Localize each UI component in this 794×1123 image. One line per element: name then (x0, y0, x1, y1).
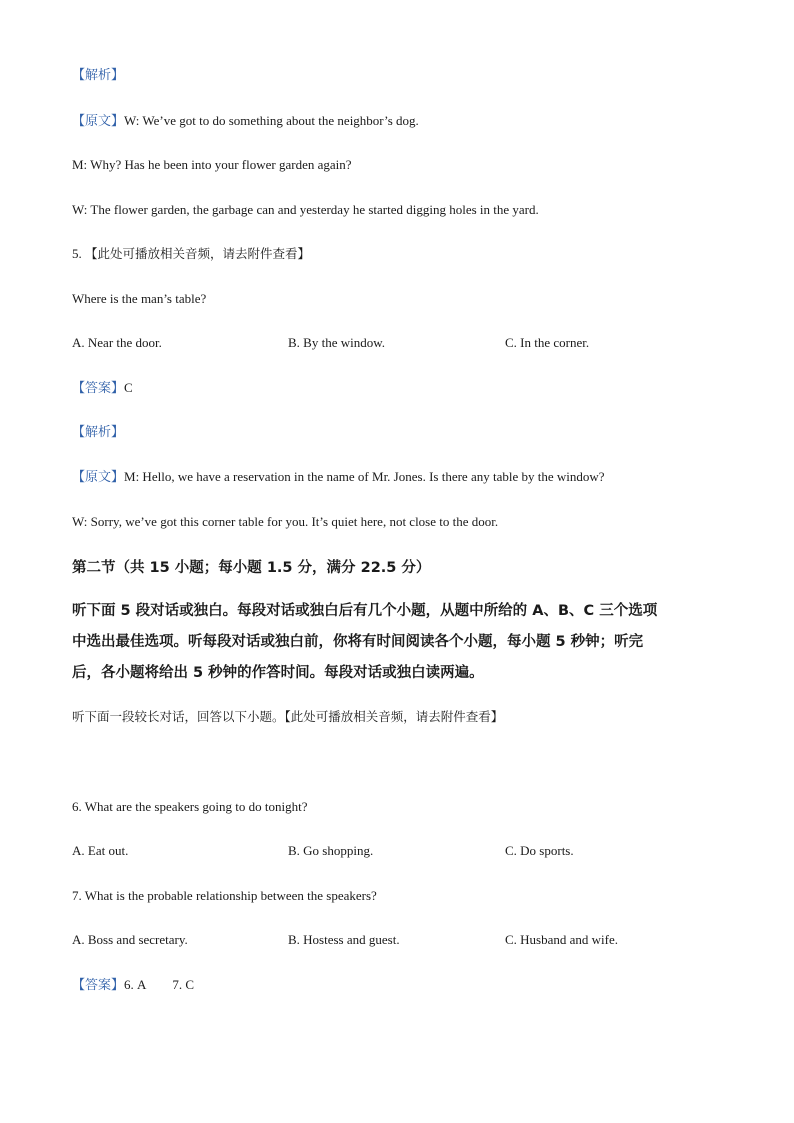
q6-option-c: C. Do sports. (505, 843, 574, 858)
question-6-text: 6. What are the speakers going to do tonight? (72, 799, 308, 814)
transcript-text: M: Hello, we have a reservation in the name of Mr. Jones. Is there any table by the window? (124, 469, 605, 484)
answer-7: 7. C (172, 977, 195, 992)
section-2-instructions (72, 596, 657, 689)
q5-option-c: C. In the corner. (505, 335, 590, 350)
answer-label: 【答案】 (72, 381, 125, 396)
transcript-w2: W: The flower garden, the garbage can and yesterday he started digging holes in the yard. (72, 202, 539, 217)
q5-option-b: B. By the window. (288, 335, 386, 350)
q5-transcript-w1: W: Sorry, we’ve got this corner table for you. It’s quiet here, not close to the door. (72, 514, 499, 529)
analysis-tag-2 (72, 423, 124, 442)
analysis-label: 【解析】 (72, 68, 125, 83)
question-number: 5. (72, 246, 85, 261)
instruction-line: 听下面 5 段对话或独白。每段对话或独白后有几个小题，从题中所给的 A、B、C 三个选项 (72, 603, 658, 619)
q7-option-a: A. Boss and secretary. (72, 932, 188, 947)
original-label: 【原文】 (72, 114, 125, 129)
question-7-text: 7. What is the probable relationship between the speakers? (72, 888, 377, 903)
answers-6-7 (72, 976, 194, 995)
audio-note: 【此处可播放相关音频，请去附件查看】 (85, 246, 311, 261)
q6-option-a: A. Eat out. (72, 843, 129, 858)
answer-value: C (124, 380, 133, 395)
q6-option-b: B. Go shopping. (288, 843, 374, 858)
section-2-title: 第二节（共 15 小题；每小题 1.5 分，满分 22.5 分） (72, 560, 431, 576)
q7-option-b: B. Hostess and guest. (288, 932, 400, 947)
analysis-tag-1 (72, 66, 124, 85)
transcript-m1: M: Why? Has he been into your flower garden again? (72, 157, 352, 172)
instruction-line: 后，各小题将给出 5 秒钟的作答时间。每段对话或独白读两遍。 (72, 665, 484, 681)
transcript-text: W: We’ve got to do something about the neighbor’s dog. (124, 113, 419, 128)
q5-option-a: A. Near the door. (72, 335, 162, 350)
q5-answer (72, 379, 133, 398)
q7-option-c: C. Husband and wife. (505, 932, 619, 947)
transcript-w1 (72, 112, 419, 131)
answer-6: 6. A (124, 977, 147, 992)
answer-label: 【答案】 (72, 978, 125, 993)
analysis-label: 【解析】 (72, 425, 125, 440)
question-5-text: Where is the man’s table? (72, 291, 207, 306)
original-label: 【原文】 (72, 470, 125, 485)
listen-note: 听下面一段较长对话，回答以下小题。【此处可播放相关音频，请去附件查看】 (72, 709, 504, 724)
instruction-line: 中选出最佳选项。听每段对话或独白前，你将有时间阅读各个小题，每小题 5 秒钟；听完 (72, 634, 644, 650)
question-5-header (72, 245, 310, 263)
q5-transcript-m1 (72, 468, 605, 487)
